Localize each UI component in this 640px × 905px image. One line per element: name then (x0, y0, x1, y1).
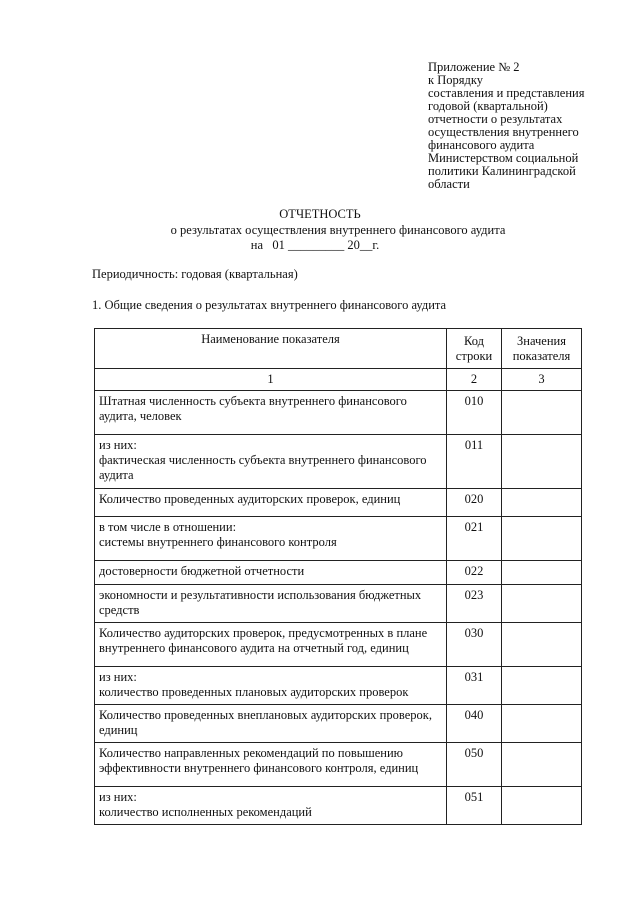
row-code: 040 (447, 705, 502, 743)
row-name: Количество аудиторских проверок, предусмотренных в плане внутреннего финансового аудита на отчетный год, единиц (95, 623, 447, 667)
row-name: из них: фактическая численность субъекта внутреннего финансового аудита (95, 435, 447, 489)
document-title: ОТЧЕТНОСТЬ (279, 207, 361, 221)
column-number-row (95, 369, 582, 391)
table-row (95, 585, 582, 623)
column-number-2: 2 (447, 369, 502, 391)
periodicity-line: Периодичность: годовая (квартальная) (92, 267, 298, 281)
date-line: на 01 _________ 20__г. (250, 238, 380, 252)
row-value[interactable] (502, 435, 582, 489)
appendix-block (428, 61, 628, 191)
appendix-line: Министерством социальной (428, 151, 579, 165)
document-subtitle: о результатах осуществления внутреннего финансового аудита (170, 223, 506, 237)
table-row (95, 787, 582, 825)
table-row (95, 517, 582, 561)
row-code: 022 (447, 561, 502, 585)
row-value[interactable] (502, 787, 582, 825)
appendix-line: к Порядку (428, 73, 483, 87)
row-code: 023 (447, 585, 502, 623)
appendix-line: осуществления внутреннего (428, 125, 579, 139)
row-name: Количество направленных рекомендаций по повышению эффективности внутреннего финансового контроля, единиц (95, 743, 447, 787)
row-name: из них: количество исполненных рекомендаций (95, 787, 447, 825)
header-name: Наименование показателя (95, 329, 447, 369)
row-name: экономности и результативности использования бюджетных средств (95, 585, 447, 623)
row-name: Количество проведенных внеплановых аудиторских проверок, единиц (95, 705, 447, 743)
row-code: 050 (447, 743, 502, 787)
row-code: 031 (447, 667, 502, 705)
appendix-line: составления и представления (428, 86, 585, 100)
table-row (95, 623, 582, 667)
section-title: 1. Общие сведения о результатах внутреннего финансового аудита (92, 298, 447, 312)
row-value[interactable] (502, 743, 582, 787)
row-name: Штатная численность субъекта внутреннего финансового аудита, человек (95, 391, 447, 435)
header-code: Код строки (447, 329, 502, 369)
column-number-3: 3 (502, 369, 582, 391)
table-row (95, 743, 582, 787)
row-value[interactable] (502, 517, 582, 561)
row-code: 051 (447, 787, 502, 825)
row-name: из них: количество проведенных плановых аудиторских проверок (95, 667, 447, 705)
column-number-1: 1 (95, 369, 447, 391)
row-name: в том числе в отношении: системы внутреннего финансового контроля (95, 517, 447, 561)
table-row (95, 561, 582, 585)
row-value[interactable] (502, 585, 582, 623)
table-row (95, 489, 582, 517)
row-code: 030 (447, 623, 502, 667)
appendix-line: годовой (квартальной) (428, 99, 548, 113)
row-value[interactable] (502, 561, 582, 585)
row-code: 020 (447, 489, 502, 517)
appendix-line: области (428, 177, 470, 191)
row-value[interactable] (502, 489, 582, 517)
row-value[interactable] (502, 667, 582, 705)
report-table (94, 328, 582, 825)
row-value[interactable] (502, 705, 582, 743)
row-code: 021 (447, 517, 502, 561)
appendix-line: политики Калининградской (428, 164, 576, 178)
row-value[interactable] (502, 623, 582, 667)
table-row (95, 667, 582, 705)
table-row (95, 435, 582, 489)
appendix-line: финансового аудита (428, 138, 535, 152)
row-code: 011 (447, 435, 502, 489)
table-header-row (95, 329, 582, 369)
row-value[interactable] (502, 391, 582, 435)
row-code: 010 (447, 391, 502, 435)
table-row (95, 705, 582, 743)
row-name: достоверности бюджетной отчетности (95, 561, 447, 585)
row-name: Количество проведенных аудиторских проверок, единиц (95, 489, 447, 517)
table-row (95, 391, 582, 435)
appendix-line: Приложение № 2 (428, 60, 520, 74)
header-value: Значения показателя (502, 329, 582, 369)
appendix-line: отчетности о результатах (428, 112, 563, 126)
